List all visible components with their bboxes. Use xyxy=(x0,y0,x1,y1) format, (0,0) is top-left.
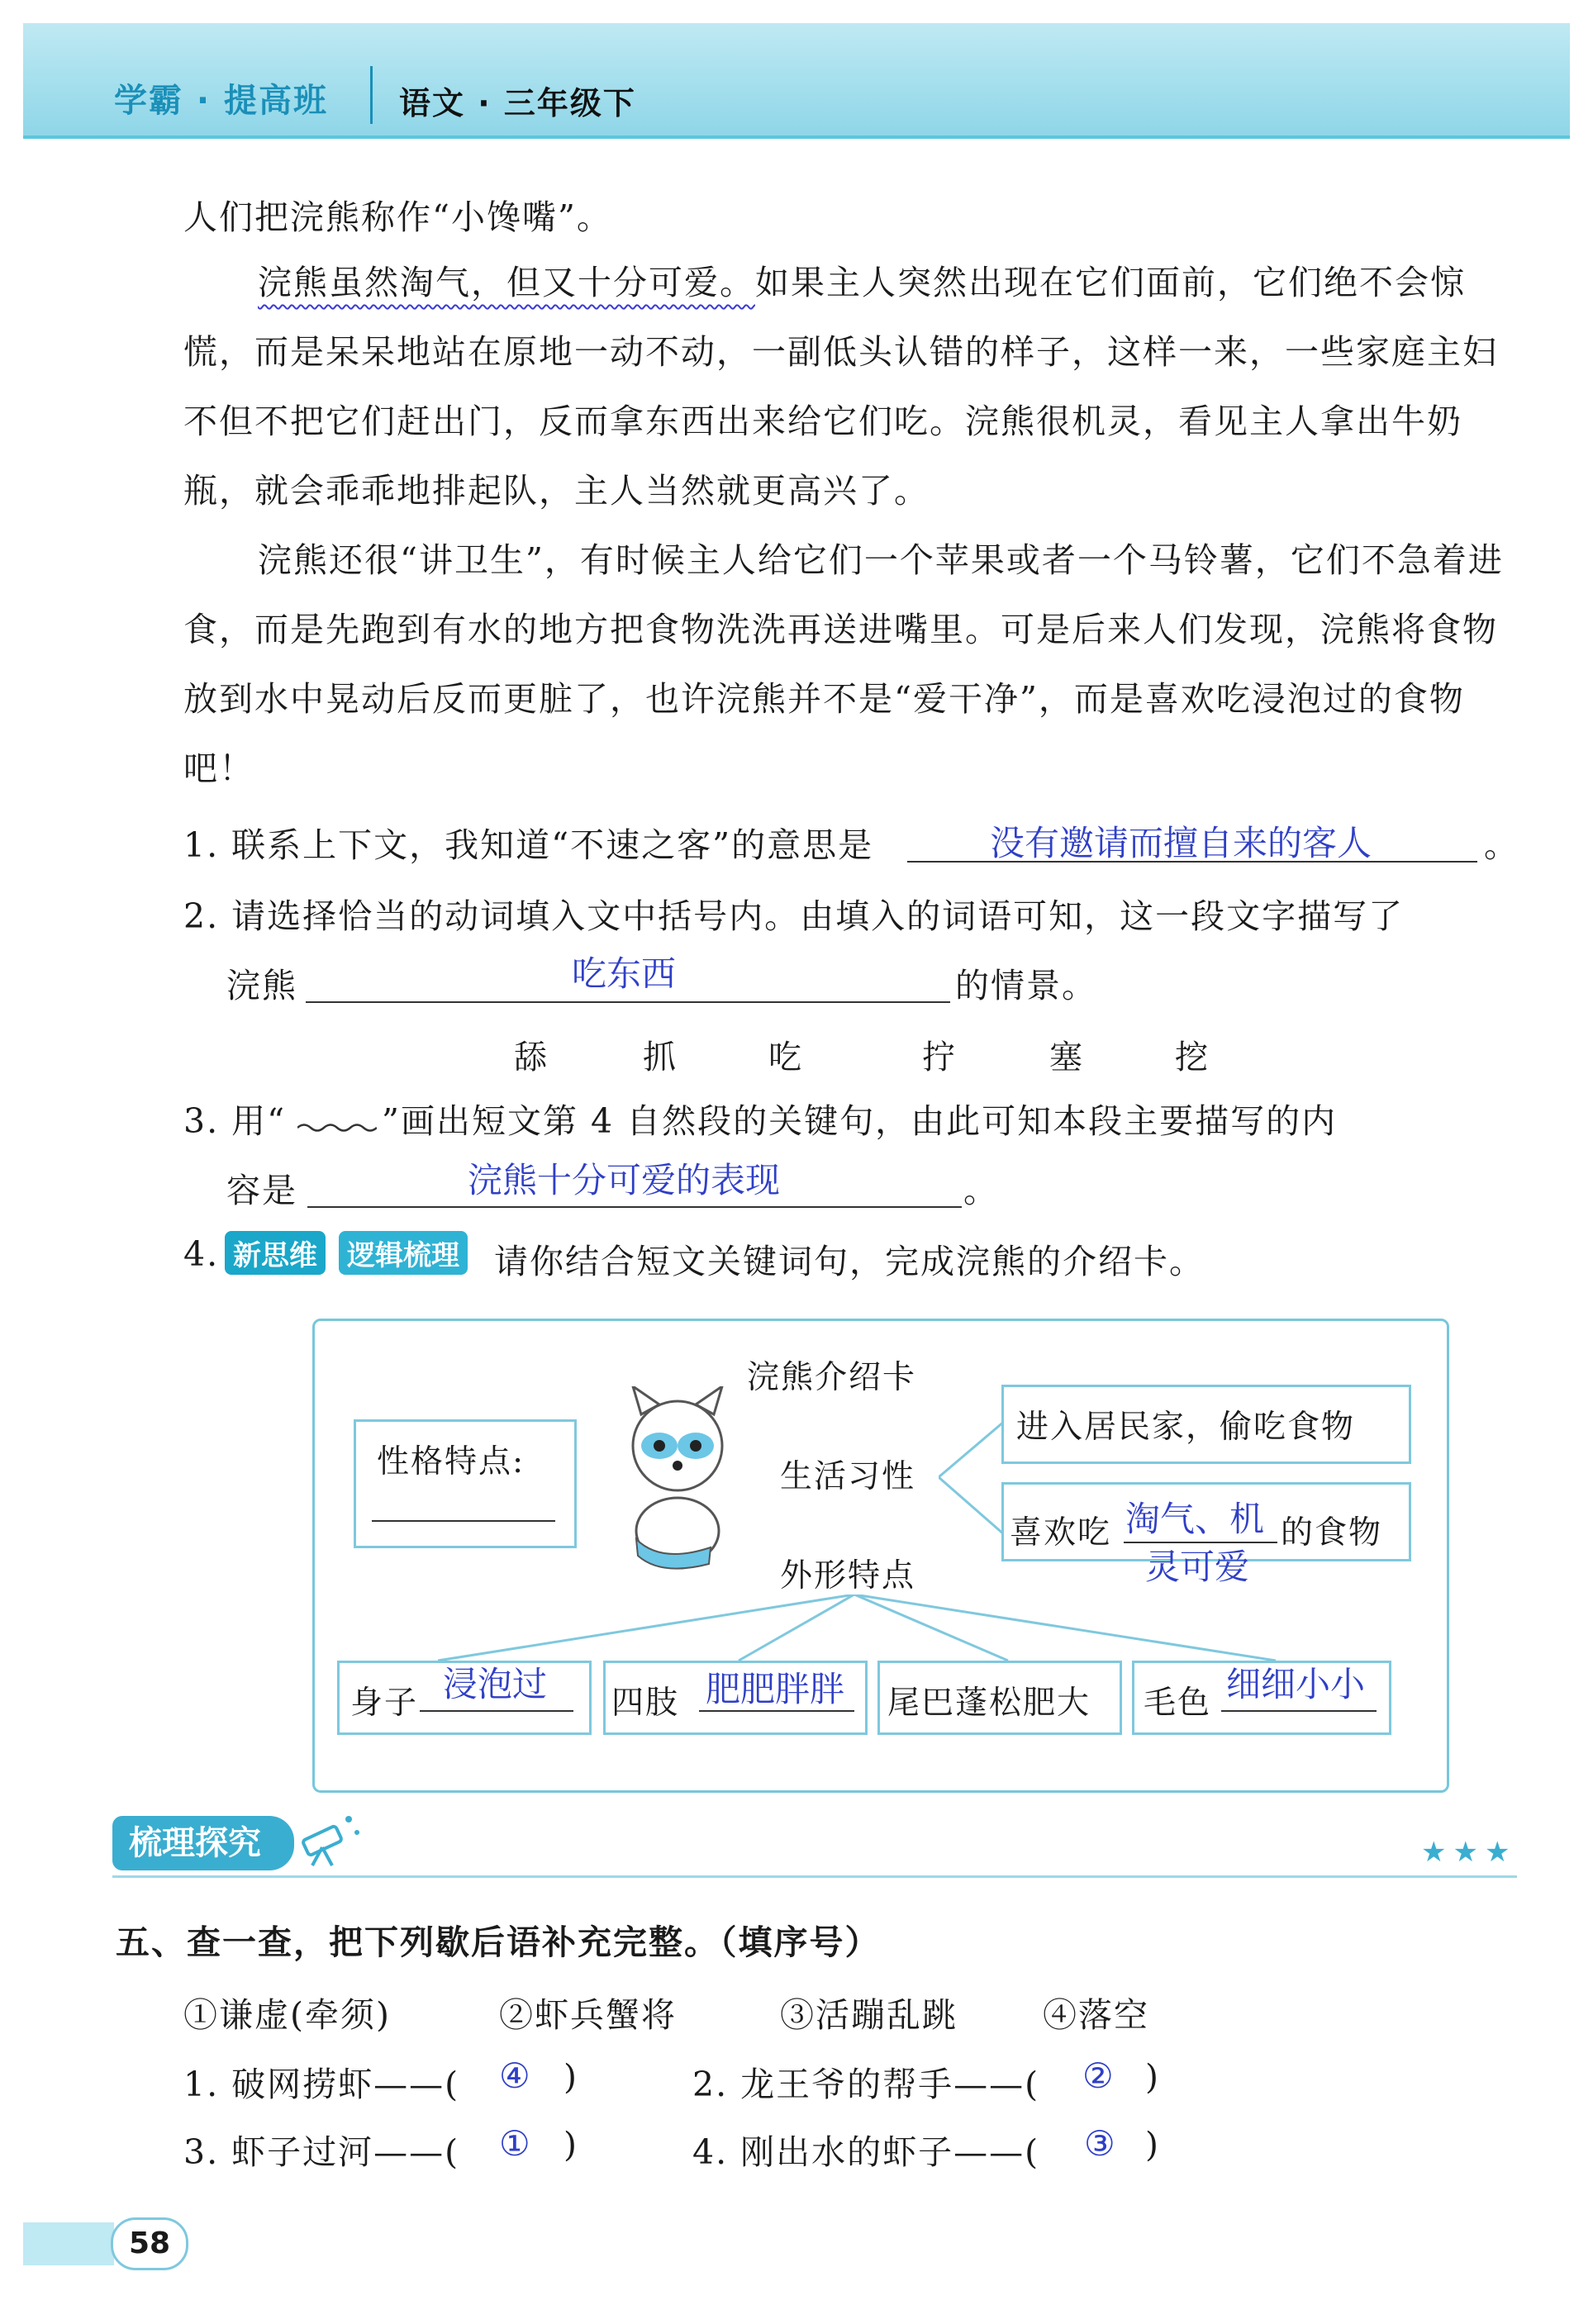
verb-option: 吃 xyxy=(768,1038,801,1076)
passage-line0: 人们把浣熊称作“小馋嘴”。 xyxy=(183,197,612,237)
q1-answer: 没有邀请而擅自来的客人 xyxy=(990,823,1372,863)
q3-period: 。 xyxy=(963,1171,999,1210)
card-title: 浣熊介绍卡 xyxy=(747,1359,917,1396)
q3-prefix: 容是 xyxy=(226,1171,297,1210)
q4-number: 4. xyxy=(183,1234,220,1274)
habit-1: 进入居民家，偷吃食物 xyxy=(1016,1409,1356,1446)
q5-item-text: 4. 刚出水的虾子——( xyxy=(692,2132,1040,2172)
q3-blank xyxy=(307,1206,962,1208)
body-blank xyxy=(420,1710,573,1712)
limbs-answer: 肥肥胖胖 xyxy=(706,1669,845,1709)
q5-item-close: ) xyxy=(563,2057,578,2097)
passage-paragraph-4 xyxy=(183,248,1515,525)
header-divider xyxy=(370,66,373,124)
key-sentence: 浣熊虽然淘气，但又十分可爱。 xyxy=(258,263,755,302)
q5-item-answer: ① xyxy=(499,2123,530,2164)
fur-label: 毛色 xyxy=(1144,1685,1212,1722)
q4-prompt: 请你结合短文关键词句，完成浣熊的介绍卡。 xyxy=(494,1242,1205,1281)
habit-2-prefix: 喜欢吃 xyxy=(1010,1514,1112,1552)
limbs-label: 四肢 xyxy=(611,1685,680,1722)
header-rule xyxy=(23,135,1570,139)
habit-2-suffix: 的食物 xyxy=(1281,1514,1383,1552)
habits-connector xyxy=(939,1413,1005,1545)
q3-answer: 浣熊十分可爱的表现 xyxy=(468,1160,781,1200)
brand-title: 学霸 · 提高班 xyxy=(114,82,329,120)
wavy-line-icon xyxy=(297,1122,377,1133)
grade-title: 语文 · 三年级下 xyxy=(399,85,636,121)
verb-option: 拧 xyxy=(922,1038,955,1076)
fur-answer: 细细小小 xyxy=(1226,1664,1366,1704)
fur-blank xyxy=(1221,1710,1377,1712)
q3-prompt-a: 3. 用“ xyxy=(183,1101,287,1141)
paragraph-4-rest: 如果主人突然出现在它们面前，它们绝不会惊慌，而是呆呆地站在原地一动不动，一副低头认错的样子，这样一来，一些家庭主妇不但不把它们赶出门，反而拿东西出来给它们吃。浣熊很机灵，看见主人拿出牛奶瓶，就会乖乖地排起队，主人当然就更高兴了。 xyxy=(183,263,1498,511)
tag-logic: 逻辑梳理 xyxy=(339,1231,468,1275)
q5-option: ②虾兵蟹将 xyxy=(499,1995,677,2035)
q3-prompt-b: ”画出短文第 4 自然段的关键句，由此可知本段主要描写的内 xyxy=(382,1101,1338,1141)
tag-new-thinking: 新思维 xyxy=(225,1231,326,1275)
habit-2-answer-line1: 淘气、机 xyxy=(1125,1499,1265,1539)
verb-option: 抓 xyxy=(643,1038,676,1076)
q5-item-answer: ③ xyxy=(1084,2123,1115,2164)
q1-prompt: 1. 联系上下文，我知道“不速之客”的意思是 xyxy=(183,825,874,865)
q2-blank xyxy=(306,1001,950,1003)
q5-item-text: 3. 虾子过河——( xyxy=(183,2132,460,2172)
verb-option: 塞 xyxy=(1049,1038,1082,1076)
q1-period: 。 xyxy=(1484,825,1519,865)
q5-item-answer: ④ xyxy=(499,2055,530,2096)
passage-paragraph-5: 浣熊还很“讲卫生”，有时候主人给它们一个苹果或者一个马铃薯，它们不急着进食，而是先跑到有水的地方把食物洗洗再送进嘴里。可是后来人们发现，浣熊将食物放到水中晃动后反而更脏了，也许浣熊并不是“爱干净”，而是喜欢吃浸泡过的食物吧！ xyxy=(183,540,1504,788)
q5-item-answer: ② xyxy=(1082,2055,1114,2096)
personality-blank xyxy=(372,1520,555,1522)
q5-item-text: 2. 龙王爷的帮手——( xyxy=(692,2065,1040,2104)
habits-label: 生活习性 xyxy=(780,1458,916,1495)
q5-option: ①谦虚(牵须) xyxy=(183,1995,391,2035)
body-label: 身子 xyxy=(350,1685,419,1722)
q5-item-close: ) xyxy=(1145,2057,1160,2097)
q5-option: ④落空 xyxy=(1043,1995,1149,2035)
tail-text: 尾巴蓬松肥大 xyxy=(887,1685,1091,1722)
section-title: 梳理探究 xyxy=(112,1816,294,1870)
body-answer: 浸泡过 xyxy=(443,1664,548,1704)
habit-2-answer-line2: 灵可爱 xyxy=(1145,1547,1250,1587)
page-number-bar xyxy=(23,2222,114,2265)
q2-suffix: 的情景。 xyxy=(955,966,1097,1005)
personality-label: 性格特点: xyxy=(377,1443,525,1480)
q5-item-text: 1. 破网捞虾——( xyxy=(183,2065,460,2104)
appearance-label: 外形特点 xyxy=(780,1557,916,1594)
q2-prefix: 浣熊 xyxy=(226,966,297,1005)
q5-title: 五、查一查，把下列歇后语补充完整。（填序号） xyxy=(116,1922,881,1962)
q2-prompt: 2. 请选择恰当的动词填入文中括号内。由填入的词语可知，这一段文字描写了 xyxy=(183,896,1405,936)
q2-answer: 吃东西 xyxy=(572,953,677,994)
q5-option: ③活蹦乱跳 xyxy=(780,1995,958,2035)
page-header xyxy=(23,23,1570,135)
difficulty-stars: ★★★ xyxy=(1421,1836,1517,1869)
verb-option: 挖 xyxy=(1175,1038,1208,1076)
raccoon-icon xyxy=(611,1386,744,1576)
q5-item-close: ) xyxy=(563,2125,578,2165)
verb-option: 舔 xyxy=(514,1038,547,1076)
q5-item-close: ) xyxy=(1145,2125,1160,2165)
section-rule xyxy=(112,1875,1517,1878)
page-number: 58 xyxy=(111,2217,188,2270)
telescope-icon xyxy=(297,1811,364,1869)
